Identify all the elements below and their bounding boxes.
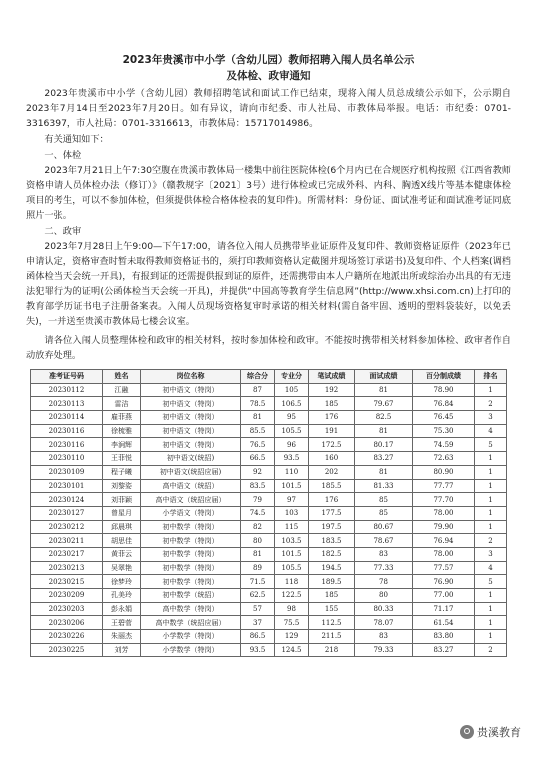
table-cell: 王菲悦 (103, 452, 141, 466)
table-cell: 1 (475, 602, 507, 616)
table-cell: 初中语文（特岗） (141, 411, 241, 425)
table-cell: 雇菲燕 (103, 411, 141, 425)
table-cell: 76.84 (413, 397, 475, 411)
table-header-row (31, 370, 507, 384)
table-cell: 20230217 (31, 547, 103, 561)
table-cell: 初中数学（特岗） (141, 547, 241, 561)
table-header-cell: 准考证号码 (31, 370, 103, 384)
table-cell: 105 (275, 383, 309, 397)
table-cell: 20230127 (31, 506, 103, 520)
table-cell: 76.45 (413, 411, 475, 425)
table-row (31, 465, 507, 479)
watermark-text: 贵溪教育 (477, 726, 521, 739)
table-cell: 初中数学（特岗） (141, 575, 241, 589)
table-cell: 112.5 (309, 616, 355, 630)
table-cell: 82 (241, 520, 275, 534)
table-cell: 183.5 (309, 534, 355, 548)
table-cell: 129 (275, 630, 309, 644)
table-cell: 57 (241, 602, 275, 616)
table-cell: 朱丽杰 (103, 630, 141, 644)
table-cell: 83 (355, 547, 413, 561)
table-cell: 101.5 (275, 479, 309, 493)
table-cell: 胡思佳 (103, 534, 141, 548)
table-row (31, 643, 507, 657)
table-cell: 97 (275, 493, 309, 507)
table-cell: 115 (275, 520, 309, 534)
table-cell: 5 (475, 438, 507, 452)
table-cell: 83.27 (413, 643, 475, 657)
table-cell: 124.5 (275, 643, 309, 657)
table-row (31, 630, 507, 644)
table-cell: 20230109 (31, 465, 103, 479)
table-cell: 徐梳雅 (103, 424, 141, 438)
table-row (31, 438, 507, 452)
table-cell: 83.80 (413, 630, 475, 644)
table-body (31, 383, 507, 657)
table-cell: 192 (309, 383, 355, 397)
table-cell: 20230211 (31, 534, 103, 548)
table-cell: 85 (355, 506, 413, 520)
table-cell: 20230209 (31, 589, 103, 603)
table-cell: 81.33 (355, 479, 413, 493)
table-cell: 20230114 (31, 411, 103, 425)
table-header-cell: 专业分 (275, 370, 309, 384)
table-cell: 20230116 (31, 438, 103, 452)
table-cell: 87 (241, 383, 275, 397)
table-cell: 3 (475, 411, 507, 425)
table-cell: 80.17 (355, 438, 413, 452)
table-cell: 191 (309, 424, 355, 438)
table-cell: 75.30 (413, 424, 475, 438)
table-cell: 邱晨琪 (103, 520, 141, 534)
table-cell: 刘黎姿 (103, 479, 141, 493)
table-cell: 高中语文（统招应届） (141, 493, 241, 507)
table-cell: 79.90 (413, 520, 475, 534)
table-cell: 刘菲颖 (103, 493, 141, 507)
table-cell: 185.5 (309, 479, 355, 493)
table-cell: 79.33 (355, 643, 413, 657)
table-cell: 185 (309, 397, 355, 411)
table-cell: 176 (309, 411, 355, 425)
table-row (31, 479, 507, 493)
table-cell: 初中数学（特岗） (141, 534, 241, 548)
table-cell: 202 (309, 465, 355, 479)
table-cell: 78 (355, 575, 413, 589)
table-cell: 20230101 (31, 479, 103, 493)
table-cell: 80 (241, 534, 275, 548)
table-cell: 77.77 (413, 479, 475, 493)
table-cell: 初中语文（特岗） (141, 383, 241, 397)
table-row (31, 424, 507, 438)
table-cell: 雷洁 (103, 397, 141, 411)
table-cell: 1 (475, 506, 507, 520)
table-row (31, 493, 507, 507)
table-cell: 96 (275, 438, 309, 452)
political-heading: 二、政审 (44, 226, 82, 237)
table-cell: 172.5 (309, 438, 355, 452)
table-row (31, 589, 507, 603)
table-cell: 66.5 (241, 452, 275, 466)
table-cell: 1 (475, 452, 507, 466)
table-cell: 82.5 (355, 411, 413, 425)
table-cell: 初中语文（特岗） (141, 438, 241, 452)
table-cell: 194.5 (309, 561, 355, 575)
table-cell: 197.5 (309, 520, 355, 534)
physical-heading: 一、体检 (44, 150, 82, 161)
table-cell: 3 (475, 547, 507, 561)
table-cell: 105.5 (275, 424, 309, 438)
table-cell: 高中数学（统招应届） (141, 616, 241, 630)
table-row (31, 561, 507, 575)
table-cell: 83.5 (241, 479, 275, 493)
table-cell: 1 (475, 479, 507, 493)
table-header-cell: 面试成绩 (355, 370, 413, 384)
table-cell: 小学数学（特岗） (141, 630, 241, 644)
table-cell: 78.00 (413, 547, 475, 561)
table-cell: 80.67 (355, 520, 413, 534)
table-cell: 61.54 (413, 616, 475, 630)
table-row (31, 602, 507, 616)
table-cell: 105.5 (275, 561, 309, 575)
table-cell: 83 (355, 630, 413, 644)
table-cell: 77.57 (413, 561, 475, 575)
table-cell: 101.5 (275, 547, 309, 561)
table-cell: 74.59 (413, 438, 475, 452)
table-cell: 62.5 (241, 589, 275, 603)
table-cell: 初中语文(统招应届) (141, 465, 241, 479)
table-header-cell: 姓名 (103, 370, 141, 384)
table-cell: 77.70 (413, 493, 475, 507)
table-cell: 76.94 (413, 534, 475, 548)
table-cell: 20230225 (31, 643, 103, 657)
table-cell: 孔美玲 (103, 589, 141, 603)
table-cell: 吴翠艳 (103, 561, 141, 575)
table-row (31, 506, 507, 520)
table-cell: 1 (475, 589, 507, 603)
table-cell: 1 (475, 465, 507, 479)
table-cell: 1 (475, 616, 507, 630)
table-cell: 72.63 (413, 452, 475, 466)
table-cell: 20230124 (31, 493, 103, 507)
table-row (31, 616, 507, 630)
table-cell: 92 (241, 465, 275, 479)
table-cell: 76.90 (413, 575, 475, 589)
table-cell: 小学数学（特岗） (141, 643, 241, 657)
table-row (31, 575, 507, 589)
candidates-table (30, 369, 507, 657)
table-cell: 71.5 (241, 575, 275, 589)
table-row (31, 520, 507, 534)
table-cell: 初中数学（特岗） (141, 561, 241, 575)
table-cell: 89 (241, 561, 275, 575)
table-cell: 2 (475, 643, 507, 657)
table-cell: 78.67 (355, 534, 413, 548)
page-title: 2023年贵溪市中小学（含幼儿园）教师招聘入闱人员名单公示 (122, 54, 415, 66)
table-cell: 85.5 (241, 424, 275, 438)
table-cell: 20230113 (31, 397, 103, 411)
table-header-cell: 排名 (475, 370, 507, 384)
table-cell: 110 (275, 465, 309, 479)
table-cell: 4 (475, 561, 507, 575)
table-cell: 2 (475, 534, 507, 548)
table-header-cell: 笔试成绩 (309, 370, 355, 384)
table-cell: 高中数学（特岗） (141, 602, 241, 616)
table-cell: 77.33 (355, 561, 413, 575)
wechat-channel-icon (460, 725, 474, 739)
table-row (31, 452, 507, 466)
physical-body: 2023年7月21日上午7:30空腹在贵溪市教体局一楼集中前往医院体检(6个月内已在合规医疗机构按照《江西省教师资格申请人员体检办法（修订）》（赣教规字〔2021〕3号）进行体检或已完成外科、内科、胸透X线片等基本健康体检项目的考生，可以不参加体检，但须提供体检合格体检表的复印件)。所需材料：身份证、面试准考证和面试准考证同底照片一张。 (26, 165, 511, 221)
table-cell: 王碧菅 (103, 616, 141, 630)
table-cell: 176 (309, 493, 355, 507)
notice-label: 有关通知如下： (44, 134, 109, 145)
table-cell: 81 (355, 383, 413, 397)
table-header-cell: 百分制成绩 (413, 370, 475, 384)
table-cell: 81 (355, 424, 413, 438)
table-cell: 93.5 (241, 643, 275, 657)
table-cell: 75.5 (275, 616, 309, 630)
table-cell: 118 (275, 575, 309, 589)
table-cell: 155 (309, 602, 355, 616)
table-cell: 1 (475, 630, 507, 644)
table-cell: 初中数学（统招） (141, 589, 241, 603)
table-row (31, 547, 507, 561)
table-cell: 211.5 (309, 630, 355, 644)
table-cell: 20230203 (31, 602, 103, 616)
table-cell: 20230215 (31, 575, 103, 589)
table-cell: 初中数学（特岗） (141, 520, 241, 534)
table-cell: 78.5 (241, 397, 275, 411)
table-cell: 103 (275, 506, 309, 520)
table-cell: 80 (355, 589, 413, 603)
table-cell: 20230110 (31, 452, 103, 466)
table-cell: 160 (309, 452, 355, 466)
table-cell: 78.00 (413, 506, 475, 520)
table-cell: 2 (475, 397, 507, 411)
table-cell: 78.90 (413, 383, 475, 397)
table-header-cell: 综合分 (241, 370, 275, 384)
table-cell: 79.67 (355, 397, 413, 411)
table-cell: 4 (475, 424, 507, 438)
table-cell: 122.5 (275, 589, 309, 603)
table-cell: 81 (241, 547, 275, 561)
closing-paragraph: 请各位入闱人员整理体检和政审的相关材料，按时参加体检和政审。不能按时携带相关材料参加体检、政审者作自动放弃处理。 (26, 335, 511, 361)
table-cell: 20230226 (31, 630, 103, 644)
table-cell: 185 (309, 589, 355, 603)
page-subtitle: 及体检、政审通知 (226, 70, 311, 82)
watermark-logo (458, 724, 523, 740)
table-cell: 95 (275, 411, 309, 425)
table-cell: 小学语文（特岗） (141, 506, 241, 520)
table-cell: 5 (475, 575, 507, 589)
table-cell: 刘芳 (103, 643, 141, 657)
table-row (31, 411, 507, 425)
table-cell: 20230112 (31, 383, 103, 397)
table-cell: 20230206 (31, 616, 103, 630)
table-cell: 初中语文(统招) (141, 452, 241, 466)
table-cell: 80.90 (413, 465, 475, 479)
table-cell: 177.5 (309, 506, 355, 520)
table-cell: 江融 (103, 383, 141, 397)
table-cell: 曾星月 (103, 506, 141, 520)
table-cell: 76.5 (241, 438, 275, 452)
table-cell: 1 (475, 520, 507, 534)
table-row (31, 397, 507, 411)
table-cell: 189.5 (309, 575, 355, 589)
table-row (31, 383, 507, 397)
table-cell: 74.5 (241, 506, 275, 520)
table-cell: 86.5 (241, 630, 275, 644)
table-cell: 103.5 (275, 534, 309, 548)
table-cell: 85 (355, 493, 413, 507)
table-cell: 徐梦玲 (103, 575, 141, 589)
table-cell: 黄菲云 (103, 547, 141, 561)
table-cell: 彭永娟 (103, 602, 141, 616)
table-cell: 20230212 (31, 520, 103, 534)
intro-paragraph: 2023年贵溪市中小学（含幼儿园）教师招聘笔试和面试工作已结束，现将入闱人员总成绩公示如下，公示期自2023年7月14日至2023年7月20日。如有异议，请向市纪委、市人社局、市教体局举报。电话：市纪委：0701-3316397，市人社局：0701-3316613，市教体局：15717014986。 (26, 88, 511, 129)
table-cell: 218 (309, 643, 355, 657)
table-cell: 80.33 (355, 602, 413, 616)
table-cell: 78.07 (355, 616, 413, 630)
table-cell: 77.00 (413, 589, 475, 603)
table-header-cell: 岗位名称 (141, 370, 241, 384)
table-cell: 20230116 (31, 424, 103, 438)
table-cell: 李涧辉 (103, 438, 141, 452)
table-cell: 81 (355, 465, 413, 479)
table-cell: 20230213 (31, 561, 103, 575)
table-cell: 98 (275, 602, 309, 616)
table-cell: 81 (241, 411, 275, 425)
table-cell: 37 (241, 616, 275, 630)
table-cell: 93.5 (275, 452, 309, 466)
table-cell: 初中语文（特岗） (141, 397, 241, 411)
table-cell: 71.17 (413, 602, 475, 616)
table-cell: 79 (241, 493, 275, 507)
table-cell: 83.27 (355, 452, 413, 466)
table-cell: 程子曦 (103, 465, 141, 479)
table-cell: 182.5 (309, 547, 355, 561)
table-cell: 106.5 (275, 397, 309, 411)
table-cell: 1 (475, 383, 507, 397)
table-row (31, 534, 507, 548)
political-body: 2023年7月28日上午9:00—下午17:00，请各位入闱人员携带毕业证原件及复印件、教师资格证原件（2023年已申请认定，资格审查时暂未取得教师资格证书的，须打印教师资格认定截图并现场签订承诺书)及复印件、个人档案(调档函体检当天会统一开具)，有报到证的还需提供报到证的原件，还需携带由本人户籍所在地派出所或综治办出具的有无违法犯罪行为的证明(公函体检当天会统一开具)，并提供“中国高等教育学生信息网”(http://www.xhsi.com.cn)上打印的教育部学历证书电子注册备案表。入闱人员现场资格复审时承诺的相关材料(需自备牢固、透明的塑料袋装好，以免丢失)，一并送至贵溪市教体局七楼会议室。 (26, 241, 511, 327)
table-cell: 1 (475, 493, 507, 507)
table-cell: 高中语文（统招） (141, 479, 241, 493)
table-cell: 初中语文（特岗） (141, 424, 241, 438)
